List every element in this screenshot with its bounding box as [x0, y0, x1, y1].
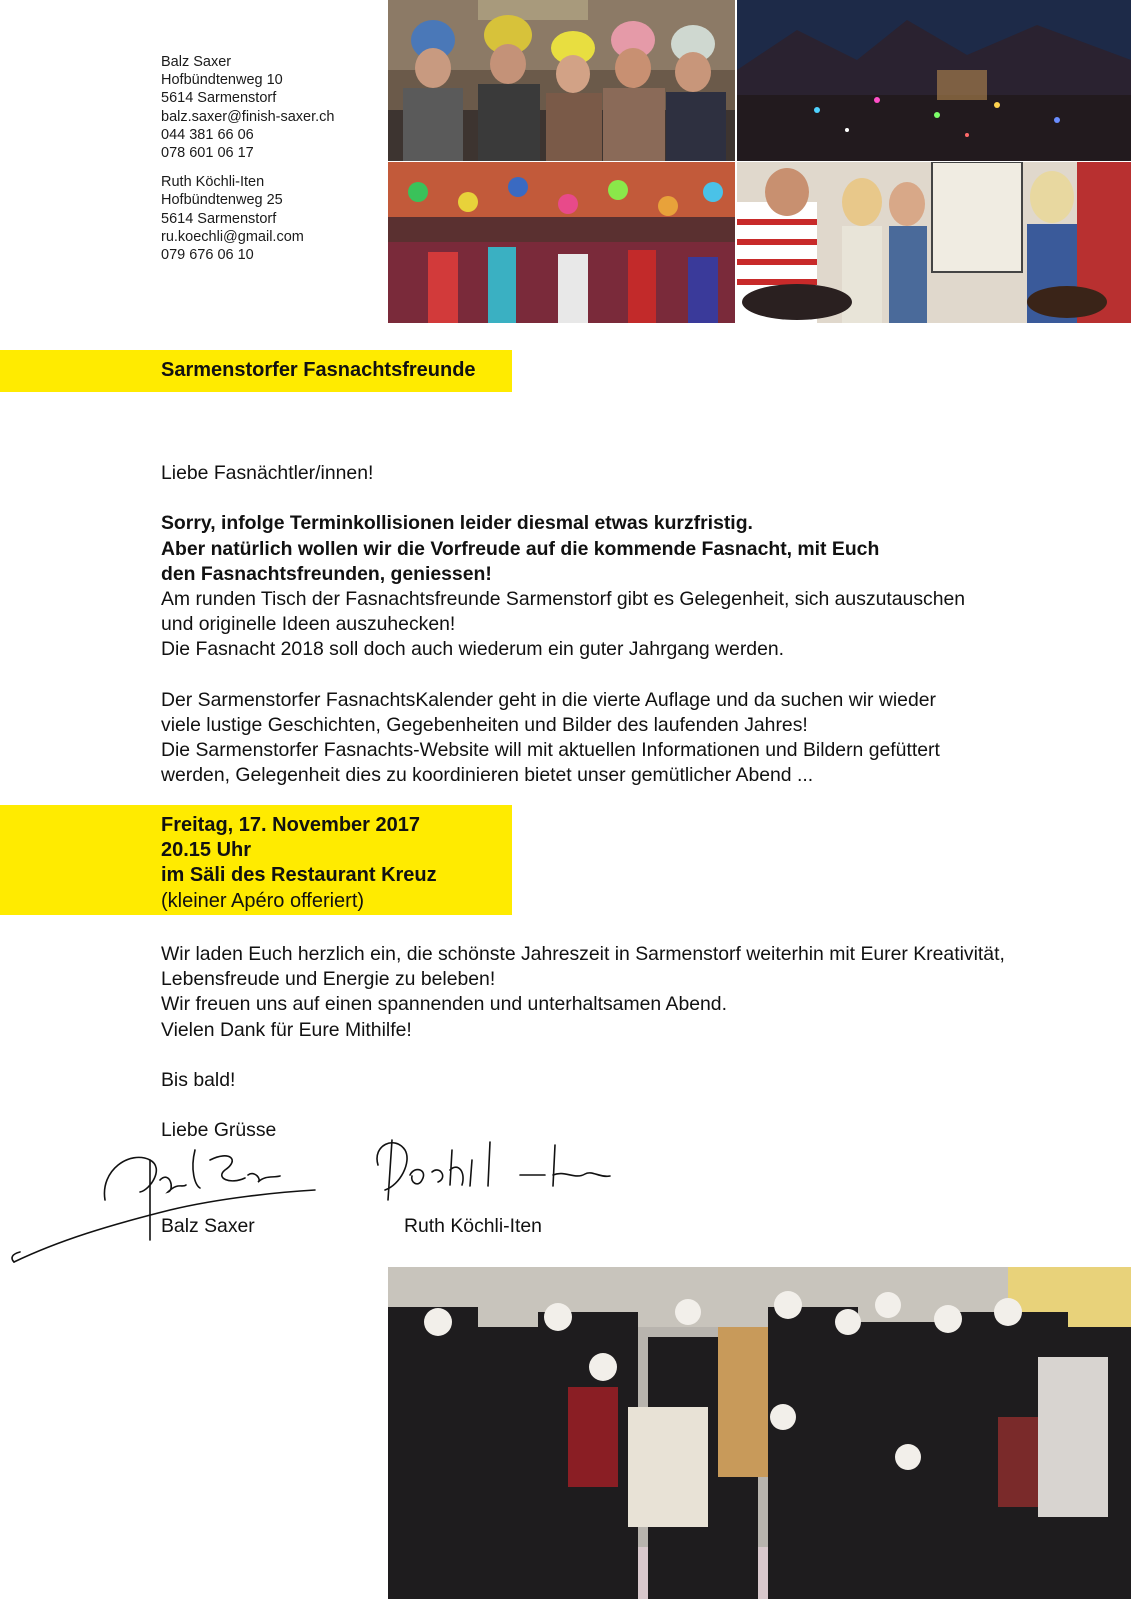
signature-area — [0, 1130, 700, 1270]
sender-2-name: Ruth Köchli-Iten — [161, 174, 265, 191]
sender-1-mobile: 078 601 06 17 — [161, 145, 254, 162]
photo-friends-in-beanies — [388, 0, 735, 161]
signature-name-2: Ruth Köchli-Iten — [404, 1215, 542, 1237]
signature-name-1: Balz Saxer — [161, 1215, 255, 1237]
paragraph-line: Am runden Tisch der Fasnachtsfreunde Sarmenstorf gibt es Gelegenheit, sich auszutauschen — [161, 588, 966, 610]
sender-2-phone: 079 676 06 10 — [161, 247, 254, 264]
bold-line: Aber natürlich wollen wir die Vorfreude auf die kommende Fasnacht, mit Euch — [161, 537, 880, 560]
bold-line: Sorry, infolge Terminkollisionen leider diesmal etwas kurzfristig. — [161, 512, 753, 535]
photo-costumed-group — [388, 1267, 1131, 1599]
closing-greeting: Liebe Grüsse — [161, 1119, 277, 1142]
event-location: im Säli des Restaurant Kreuz — [161, 864, 437, 887]
photo-collage — [388, 0, 1131, 323]
handwritten-signatures — [0, 1130, 700, 1270]
sender-address — [161, 53, 381, 264]
sender-2-street: Hofbündtenweg 25 — [161, 192, 283, 209]
event-time: 20.15 Uhr — [161, 839, 252, 862]
sender-1-city: 5614 Sarmenstorf — [161, 90, 277, 107]
photo-night-parade — [737, 0, 1131, 161]
sender-2-city: 5614 Sarmenstorf — [161, 210, 277, 227]
photo-costume-party-hall — [388, 162, 735, 323]
paragraph-line: werden, Gelegenheit dies zu koordinieren bietet unser gemütlicher Abend ... — [161, 764, 814, 787]
sender-1-name: Balz Saxer — [161, 54, 232, 70]
sender-1-email: balz.saxer@finish-saxer.ch — [161, 108, 335, 125]
letter-greeting: Liebe Fasnächtler/innen! — [161, 462, 374, 484]
paragraph-line: Der Sarmenstorfer FasnachtsKalender geht in die vierte Auflage und da suchen wir wieder — [161, 688, 936, 711]
paragraph-line: Die Sarmenstorfer Fasnachts-Website will mit aktuellen Informationen und Bildern gefüttert — [161, 739, 940, 762]
photo-musicians-on-stage — [737, 162, 1131, 323]
sender-1-phone: 044 381 66 06 — [161, 126, 254, 143]
sender-2-email: ru.koechli@gmail.com — [161, 228, 304, 245]
paragraph-line: Wir freuen uns auf einen spannenden und unterhaltsamen Abend. — [161, 993, 727, 1016]
sender-1-street: Hofbündtenweg 10 — [161, 72, 283, 89]
paragraph-line: Die Fasnacht 2018 soll doch auch wiederum ein guter Jahrgang werden. — [161, 638, 785, 661]
paragraph-line: viele lustige Geschichten, Gegebenheiten und Bilder des laufenden Jahres! — [161, 714, 808, 736]
paragraph-line: Wir laden Euch herzlich ein, die schönste Jahreszeit in Sarmenstorf weiterhin mit Eurer Kreativität, — [161, 943, 1005, 965]
closing-line: Bis bald! — [161, 1069, 236, 1091]
title-band — [0, 350, 512, 392]
event-band — [0, 805, 512, 915]
event-date: Freitag, 17. November 2017 — [161, 814, 421, 836]
letter-title: Sarmenstorfer Fasnachtsfreunde — [161, 359, 476, 381]
letter-body-closing — [161, 942, 1091, 1144]
paragraph-line: Vielen Dank für Eure Mithilfe! — [161, 1018, 412, 1041]
sender-contact-1 — [161, 53, 381, 162]
sender-contact-2 — [161, 173, 381, 264]
letter-body-intro — [161, 461, 1091, 789]
paragraph-line: Lebensfreude und Energie zu beleben! — [161, 968, 496, 991]
bold-line: den Fasnachtsfreunden, geniessen! — [161, 562, 492, 585]
event-note: (kleiner Apéro offeriert) — [161, 889, 365, 912]
paragraph-line: und originelle Ideen auszuhecken! — [161, 613, 456, 636]
